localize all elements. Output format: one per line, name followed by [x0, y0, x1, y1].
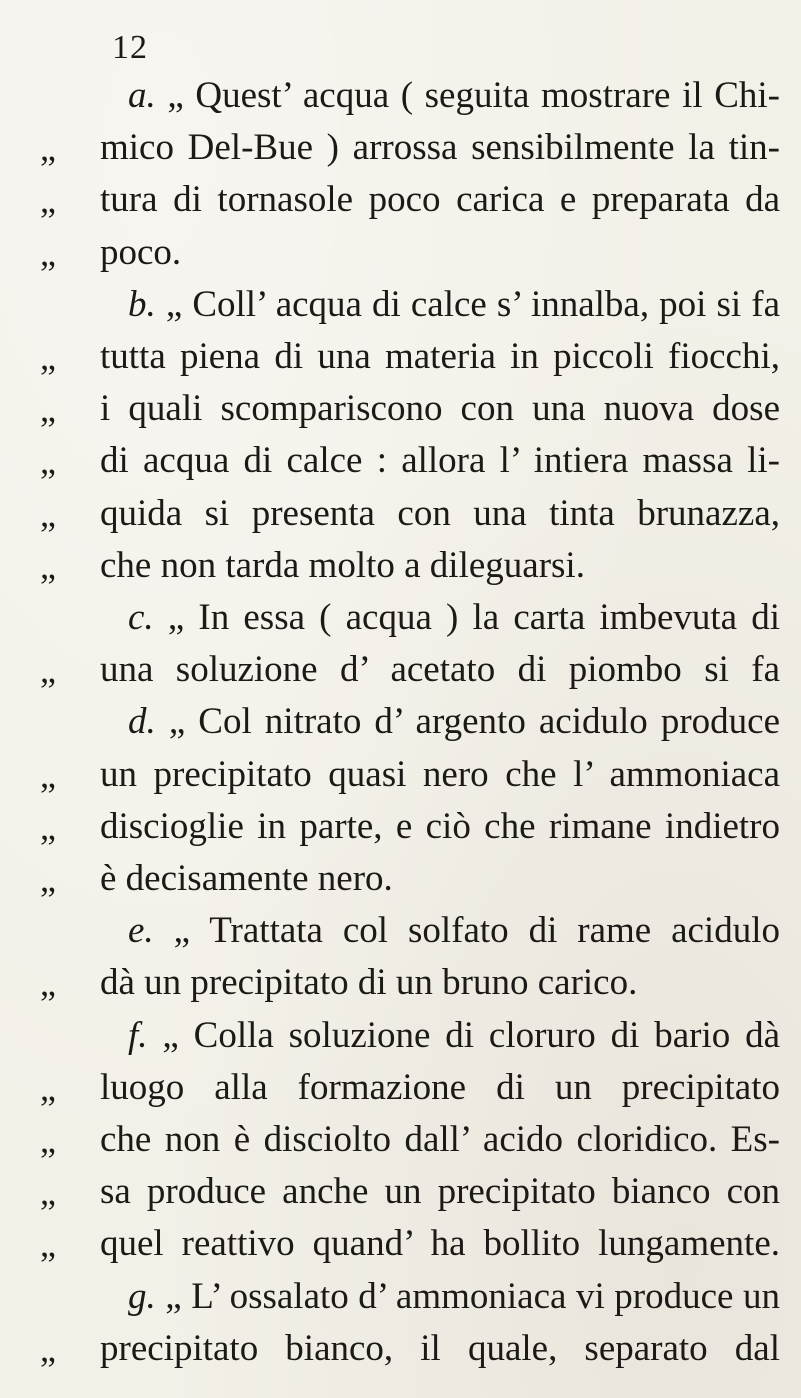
line-text	[128, 1010, 780, 1062]
text-line	[0, 383, 801, 435]
margin-quote-mark: „	[40, 441, 56, 482]
line-text	[100, 644, 780, 696]
line-content: quel reattivo quand’ ha bollito lungamente.	[100, 1223, 780, 1265]
text-line	[0, 227, 801, 279]
line-content: „ Coll’ acqua di calce s’ innalba, poi si fa	[165, 283, 780, 325]
line-content: poco.	[100, 231, 182, 273]
line-text	[100, 1166, 780, 1218]
text-line	[0, 749, 801, 801]
text-line	[0, 122, 801, 174]
line-text	[128, 279, 780, 331]
margin-quote-mark: „	[40, 754, 56, 795]
margin-quote-mark: „	[40, 859, 56, 899]
line-text	[100, 1218, 780, 1270]
line-content: un precipitato quasi nero che l’ ammoniaca	[100, 753, 780, 795]
text-line	[0, 1114, 801, 1166]
text-line	[0, 70, 801, 122]
line-text	[100, 488, 780, 540]
margin-quote-mark: „	[40, 1224, 56, 1265]
margin-quote-mark: „	[40, 493, 56, 534]
item-label: a.	[128, 75, 156, 116]
item-label: b.	[128, 283, 156, 325]
line-text	[128, 696, 780, 748]
text-line	[0, 1010, 801, 1062]
margin-quote-mark: „	[40, 963, 56, 1004]
text-line	[0, 905, 801, 957]
line-content: „ Col nitrato d’ argento acidulo produce	[168, 701, 780, 743]
margin-quote-mark: „	[40, 232, 56, 273]
line-text	[100, 749, 780, 801]
text-line	[0, 540, 801, 592]
text-line	[0, 488, 801, 540]
text-line	[0, 279, 801, 331]
line-text	[128, 70, 780, 122]
line-content: discioglie in parte, e ciò che rimane indietro	[100, 805, 780, 847]
line-content: una soluzione d’ acetato di piombo si fa	[100, 649, 780, 691]
line-content: „ Quest’ acqua ( seguita mostrare il Chi-	[167, 75, 780, 116]
line-text	[100, 801, 780, 853]
line-text	[100, 174, 780, 226]
text-line	[0, 957, 801, 1009]
item-label: g.	[128, 1275, 156, 1317]
margin-quote-mark: „	[40, 650, 56, 691]
line-content: „ In essa ( acqua ) la carta imbevuta di	[167, 597, 780, 638]
margin-quote-mark: „	[40, 1328, 56, 1369]
line-content: i quali scompariscono con una nuova dose	[100, 388, 780, 430]
line-text	[100, 540, 780, 592]
margin-quote-mark: „	[40, 545, 56, 586]
line-content: quida si presenta con una tinta brunazza,	[100, 492, 780, 534]
margin-quote-mark: „	[40, 1172, 56, 1213]
line-content: dà un precipitato di un bruno carico.	[100, 962, 638, 1004]
item-label: f.	[128, 1014, 148, 1056]
line-text	[128, 905, 780, 957]
line-text	[100, 122, 780, 174]
item-label: e.	[128, 910, 154, 952]
line-content: „ Trattata col solfato di rame acidulo	[173, 910, 780, 952]
line-text	[128, 1271, 780, 1323]
text-line	[0, 1271, 801, 1323]
page-number: 12	[112, 29, 148, 66]
text-line	[0, 592, 801, 644]
line-text	[100, 1114, 780, 1166]
text-line	[0, 644, 801, 696]
text-line	[0, 853, 801, 905]
margin-quote-mark: „	[40, 1120, 56, 1160]
margin-quote-mark: „	[40, 389, 56, 430]
text-line	[0, 331, 801, 383]
margin-quote-mark: „	[40, 180, 56, 221]
line-content: tutta piena di una materia in piccoli fiocchi,	[100, 336, 780, 377]
line-content: è decisamente nero.	[100, 858, 393, 899]
line-content: tura di tornasole poco carica e preparata da	[100, 179, 780, 221]
line-content: di acqua di calce : allora l’ intiera massa li-	[100, 440, 780, 482]
text-line	[0, 1062, 801, 1114]
margin-quote-mark: „	[40, 128, 56, 169]
text-line	[0, 801, 801, 853]
line-content: sa produce anche un precipitato bianco con	[100, 1171, 780, 1213]
line-content: che non è disciolto dall’ acido cloridico. Es-	[100, 1119, 780, 1160]
line-text	[100, 227, 780, 279]
line-content: precipitato bianco, il quale, separato dal	[100, 1327, 780, 1369]
line-content: luogo alla formazione di un precipitato	[100, 1066, 780, 1108]
line-text	[100, 435, 780, 487]
line-text	[100, 1323, 780, 1375]
line-content: „ L’ ossalato d’ ammoniaca vi produce un	[165, 1275, 780, 1317]
text-line	[0, 1166, 801, 1218]
line-text	[100, 1062, 780, 1114]
margin-quote-mark: „	[40, 337, 56, 377]
line-text	[100, 383, 780, 435]
text-line	[0, 174, 801, 226]
text-line	[0, 1218, 801, 1270]
line-content: che non tarda molto a dileguarsi.	[100, 544, 585, 586]
margin-quote-mark: „	[40, 1067, 56, 1108]
item-label: d.	[128, 701, 156, 743]
line-text	[100, 957, 780, 1009]
line-content: „ Colla soluzione di cloruro di bario dà	[162, 1014, 780, 1056]
margin-quote-mark: „	[40, 806, 56, 847]
text-line	[0, 1323, 801, 1375]
text-line	[0, 696, 801, 748]
item-label: c.	[128, 597, 154, 638]
text-line	[0, 435, 801, 487]
line-text	[100, 331, 780, 383]
line-content: mico Del-Bue ) arrossa sensibilmente la tin-	[100, 127, 780, 169]
line-text	[128, 592, 780, 644]
line-text	[100, 853, 780, 905]
